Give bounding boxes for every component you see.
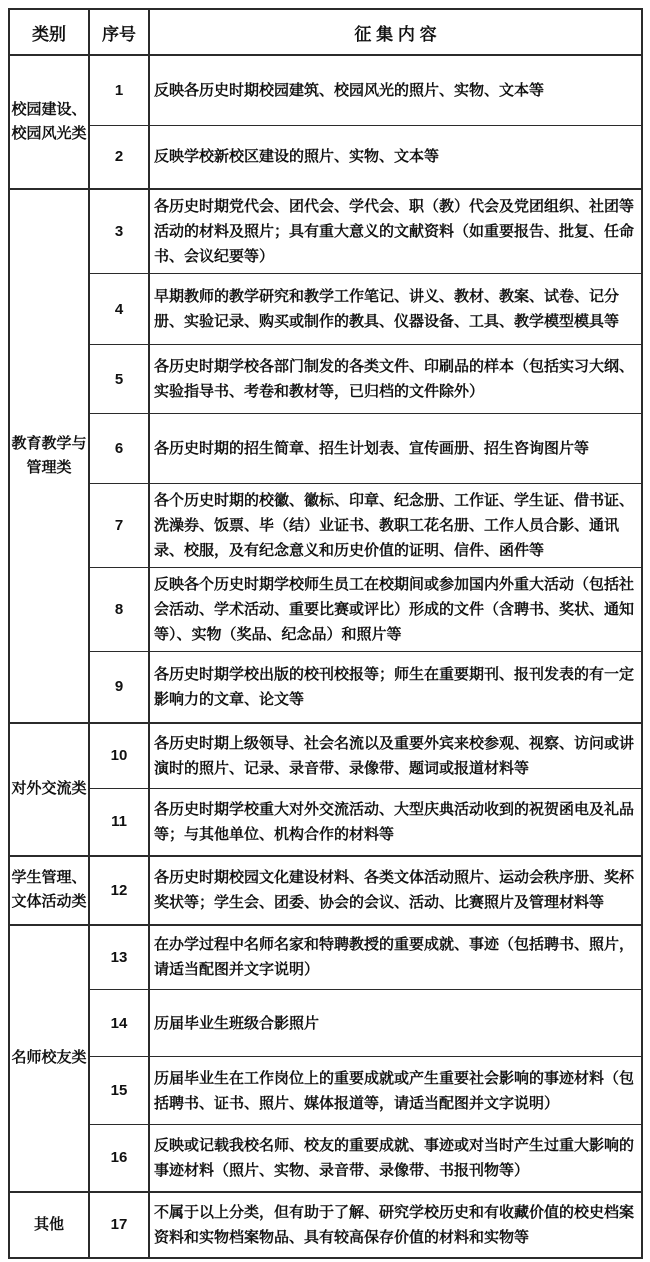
row-content: 不属于以上分类，但有助于了解、研究学校历史和有收藏价值的校史档案资料和实物档案物品、具有较高保存价值的材料和实物等: [149, 1192, 642, 1258]
row-content: 早期教师的教学研究和教学工作笔记、讲义、教材、教案、试卷、记分册、实验记录、购买或制作的教具、仪器设备、工具、教学模型模具等: [149, 274, 642, 345]
row-number: 7: [89, 484, 149, 568]
row-number: 15: [89, 1057, 149, 1125]
row-number: 4: [89, 274, 149, 345]
row-number: 1: [89, 55, 149, 125]
row-content: 历届毕业生班级合影照片: [149, 990, 642, 1057]
row-content: 在办学过程中名师名家和特聘教授的重要成就、事迹（包括聘书、照片，请适当配图并文字说明）: [149, 925, 642, 990]
row-content: 各历史时期学校重大对外交流活动、大型庆典活动收到的祝贺函电及礼品等；与其他单位、机构合作的材料等: [149, 789, 642, 856]
table-row: [9, 189, 642, 274]
row-number: 2: [89, 125, 149, 189]
table-row: [9, 568, 642, 652]
row-content: 各历史时期学校各部门制发的各类文件、印刷品的样本（包括实习大纲、实验指导书、考卷和教材等，已归档的文件除外）: [149, 345, 642, 414]
row-content: 反映或记载我校名师、校友的重要成就、事迹或对当时产生过重大影响的事迹材料（照片、实物、录音带、录像带、书报刊物等）: [149, 1125, 642, 1192]
row-content: 反映学校新校区建设的照片、实物、文本等: [149, 125, 642, 189]
table-row: [9, 484, 642, 568]
category-cell: 学生管理、文体活动类: [9, 856, 89, 925]
header-content: 征 集 内 容: [149, 9, 642, 55]
row-number: 6: [89, 414, 149, 484]
row-number: 17: [89, 1192, 149, 1258]
table-header: [9, 9, 642, 55]
row-number: 11: [89, 789, 149, 856]
row-number: 12: [89, 856, 149, 925]
row-content: 各历史时期上级领导、社会名流以及重要外宾来校参观、视察、访问或讲演时的照片、记录、录音带、录像带、题词或报道材料等: [149, 723, 642, 789]
table-row: [9, 652, 642, 723]
row-number: 8: [89, 568, 149, 652]
table-row: [9, 723, 642, 789]
row-content: 反映各个历史时期学校师生员工在校期间或参加国内外重大活动（包括社会活动、学术活动、重要比赛或评比）形成的文件（含聘书、奖状、通知等）、实物（奖品、纪念品）和照片等: [149, 568, 642, 652]
category-cell: 校园建设、校园风光类: [9, 55, 89, 189]
category-cell: 对外交流类: [9, 723, 89, 856]
category-cell: 名师校友类: [9, 925, 89, 1192]
row-content: 各个历史时期的校徽、徽标、印章、纪念册、工作证、学生证、借书证、洗澡券、饭票、毕（结）业证书、教职工花名册、工作人员合影、通讯录、校服，及有纪念意义和历史价值的证明、信件、函件等: [149, 484, 642, 568]
row-number: 10: [89, 723, 149, 789]
row-content: 反映各历史时期校园建筑、校园风光的照片、实物、文本等: [149, 55, 642, 125]
table-row: [9, 990, 642, 1057]
row-content: 各历史时期学校出版的校刊校报等；师生在重要期刊、报刊发表的有一定影响力的文章、论文等: [149, 652, 642, 723]
row-number: 5: [89, 345, 149, 414]
table-row: [9, 345, 642, 414]
row-number: 16: [89, 1125, 149, 1192]
table-row: [9, 1125, 642, 1192]
row-number: 13: [89, 925, 149, 990]
header-number: 序号: [89, 9, 149, 55]
table-row: [9, 789, 642, 856]
table-row: [9, 55, 642, 125]
row-content: 各历史时期校园文化建设材料、各类文体活动照片、运动会秩序册、奖杯奖状等；学生会、团委、协会的会议、活动、比赛照片及管理材料等: [149, 856, 642, 925]
category-cell: 教育教学与管理类: [9, 189, 89, 723]
collection-table: [8, 8, 643, 1259]
table-row: [9, 125, 642, 189]
row-content: 历届毕业生在工作岗位上的重要成就或产生重要社会影响的事迹材料（包括聘书、证书、照片、媒体报道等，请适当配图并文字说明）: [149, 1057, 642, 1125]
row-number: 14: [89, 990, 149, 1057]
row-number: 3: [89, 189, 149, 274]
table-body: [9, 55, 642, 1258]
row-content: 各历史时期的招生简章、招生计划表、宣传画册、招生咨询图片等: [149, 414, 642, 484]
table-row: [9, 856, 642, 925]
category-cell: 其他: [9, 1192, 89, 1258]
row-content: 各历史时期党代会、团代会、学代会、职（教）代会及党团组织、社团等活动的材料及照片；具有重大意义的文献资料（如重要报告、批复、任命书、会议纪要等）: [149, 189, 642, 274]
table-row: [9, 1057, 642, 1125]
table-row: [9, 414, 642, 484]
table-row: [9, 1192, 642, 1258]
header-category: 类别: [9, 9, 89, 55]
header-row: [9, 9, 642, 55]
table-row: [9, 925, 642, 990]
row-number: 9: [89, 652, 149, 723]
table-row: [9, 274, 642, 345]
